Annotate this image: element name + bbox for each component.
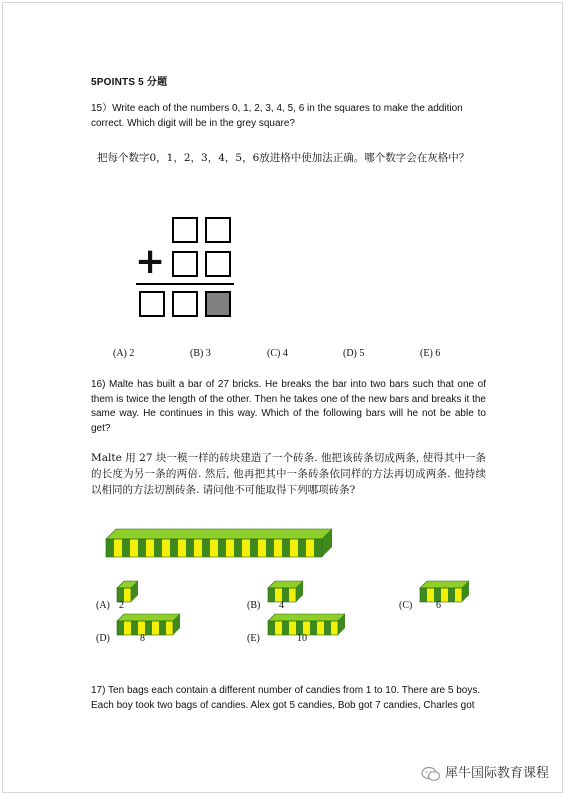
brick — [268, 621, 275, 635]
brick — [274, 539, 282, 557]
q16-question-en: 16) Malte has built a bar of 27 bricks. He breaks the bar into two bars such that one of them is twice the length of the other. Then he takes one of the new bars and breaks it the same way. He continues in this way. Which of the following bars will he not be able to get? — [91, 379, 486, 434]
option-brick-bar — [420, 581, 469, 602]
brick — [298, 539, 306, 557]
brick — [290, 539, 298, 557]
q16-option-d-letter: (D) — [96, 633, 110, 644]
q16-option-d-value: 8 — [140, 633, 145, 644]
q15-question-en: 15）Write each of the numbers 0, 1, 2, 3, 4, 5, 6 in the squares to make the addition correct. Which digit will be in the grey square? — [91, 103, 463, 129]
brick — [162, 539, 170, 557]
brick — [170, 539, 178, 557]
brick — [455, 588, 462, 602]
brick — [420, 588, 427, 602]
q16-option-c-value: 6 — [436, 600, 441, 611]
brick — [324, 621, 331, 635]
q16-question-zh: Malte 用 27 块一模一样的砖块建造了一个砖条. 他把该砖条切成两条, 使得其中一条的长度为另一条的两倍. 然后, 他再把其中一条砖条依同样的方法再切成两条. 他持续以相同的方法切割砖条. 请问他不可能取得下列哪项砖条? — [91, 452, 486, 496]
brick — [268, 588, 275, 602]
brick — [138, 539, 146, 557]
brick — [178, 539, 186, 557]
brick — [122, 539, 130, 557]
brick — [306, 539, 314, 557]
q16-option-c-letter: (C) — [399, 600, 413, 611]
q16-option-b-value: 4 — [279, 600, 284, 611]
option-value: 5 — [359, 348, 365, 359]
option-letter: (B) — [190, 348, 204, 359]
q16-option-e-letter: (E) — [247, 633, 260, 644]
brick — [146, 539, 154, 557]
brick — [124, 621, 131, 635]
option-value: 6 — [435, 348, 441, 359]
brick — [441, 588, 448, 602]
brick — [289, 621, 296, 635]
brick — [250, 539, 258, 557]
option-value: 3 — [205, 348, 211, 359]
brick — [210, 539, 218, 557]
watermark — [421, 762, 549, 782]
wechat-icon — [421, 766, 441, 782]
brick — [130, 539, 138, 557]
brick — [427, 588, 434, 602]
brick — [186, 539, 194, 557]
brick — [218, 539, 226, 557]
option-brick-bar — [117, 614, 180, 635]
watermark-text: 犀牛国际教育课程 — [444, 765, 549, 781]
option-brick-bar — [268, 614, 345, 635]
q16-option-e-value: 10 — [297, 633, 307, 644]
option-brick-bar — [117, 581, 138, 602]
q16-option-b-letter: (B) — [247, 600, 261, 611]
brick — [194, 539, 202, 557]
option-letter: (C) — [267, 348, 281, 359]
bar-top-face — [117, 614, 180, 621]
brick — [266, 539, 274, 557]
brick — [242, 539, 250, 557]
q17-question-en: 17) Ten bags each contain a different number of candies from 1 to 10. There are 5 boys. Each boy took two bags of candies. Alex got 5 candies, Bob got 7 candies, Charles got — [91, 685, 481, 711]
brick — [234, 539, 242, 557]
brick — [331, 621, 338, 635]
option-letter: (E) — [420, 348, 433, 359]
option-brick-bar — [268, 581, 303, 602]
brick — [282, 621, 289, 635]
brick — [106, 539, 114, 557]
plus-sign: + — [135, 241, 166, 282]
brick — [145, 621, 152, 635]
brick — [275, 621, 282, 635]
bar-top-face — [106, 529, 332, 539]
brick — [166, 621, 173, 635]
option-letter: (A) — [113, 348, 127, 359]
option-value: 4 — [282, 348, 288, 359]
brick — [448, 588, 455, 602]
q16-option-a-value: 2 — [119, 600, 124, 611]
brick — [226, 539, 234, 557]
brick — [154, 539, 162, 557]
brick — [317, 621, 324, 635]
brick — [152, 621, 159, 635]
brick — [131, 621, 138, 635]
section-title: 5POINTS 5 分题 — [91, 77, 168, 88]
main-brick-bar — [106, 529, 332, 557]
brick — [310, 621, 317, 635]
brick — [159, 621, 166, 635]
bar-top-face — [268, 614, 345, 621]
brick — [202, 539, 210, 557]
brick — [114, 539, 122, 557]
brick — [314, 539, 322, 557]
option-value: 2 — [129, 348, 135, 359]
brick — [117, 621, 124, 635]
brick — [289, 588, 296, 602]
option-letter: (D) — [343, 348, 357, 359]
brick — [124, 588, 131, 602]
brick — [258, 539, 266, 557]
bar-top-face — [420, 581, 469, 588]
q15-question-zh: 把每个数字0，1，2，3，4，5，6放进格中使加法正确。哪个数字会在灰格中？ — [97, 152, 470, 164]
brick — [282, 539, 290, 557]
q16-option-a-letter: (A) — [96, 600, 110, 611]
